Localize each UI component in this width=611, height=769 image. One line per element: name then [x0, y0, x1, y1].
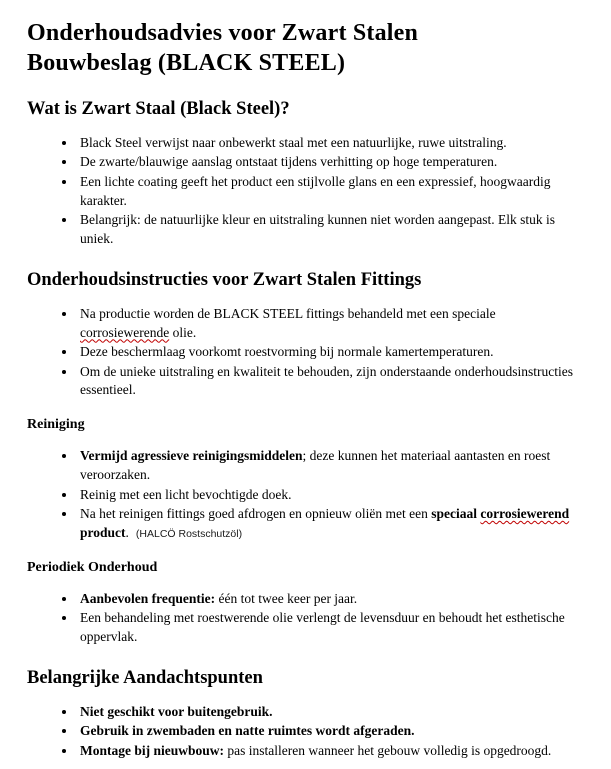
text-run: product: [80, 524, 126, 540]
bullet-list: [27, 134, 584, 249]
bullet-list: [27, 305, 584, 400]
text-run: Vermijd agressieve reinigingsmiddelen: [80, 448, 303, 464]
list-item: [77, 134, 580, 153]
bullet-list: [27, 590, 584, 647]
list-item: [77, 447, 580, 485]
text-run: Niet geschikt voor buitengebruik.: [80, 703, 273, 719]
list-item: [77, 505, 580, 543]
text-run: Black Steel verwijst naar onbewerkt staal met een natuurlijke, ruwe uitstraling.: [80, 135, 507, 150]
text-run: Deze beschermlaag voorkomt roestvorming bij normale kamertemperaturen.: [80, 344, 494, 360]
list-item: [77, 609, 580, 647]
section-heading: Reiniging: [27, 417, 85, 433]
text-run: Montage bij nieuwbouw:: [80, 742, 225, 758]
text-run: (HALCÖ Rostschutzöl): [135, 527, 243, 540]
text-run: Een behandeling met roestwerende olie verlengt de levensduur en behoudt het esthetische oppervlak.: [80, 610, 565, 645]
text-run: speciaal: [431, 505, 481, 521]
text-run: Een lichte coating geeft het product een stijlvolle glans en een expressief, hoogwaardig karakter.: [80, 173, 551, 208]
text-run: .: [125, 524, 129, 540]
text-run: Aanbevolen frequentie:: [80, 590, 216, 606]
list-item: [77, 742, 580, 761]
text-run: Na het reinigen fittings goed afdrogen en opnieuw oliën met een: [80, 505, 432, 521]
misspelled-word: corrosiewerende: [80, 324, 170, 340]
text-run: Belangrijk: de natuurlijke kleur en uitstraling kunnen niet worden aangepast. Elk stuk is uniek.: [80, 212, 556, 246]
text-run: Reinig met een licht bevochtigde doek.: [80, 486, 292, 502]
list-item: [77, 486, 580, 505]
section-heading: Wat is Zwart Staal (Black Steel)?: [27, 99, 290, 119]
list-item: [77, 153, 580, 172]
bullet-list: [27, 703, 584, 761]
list-item: [77, 363, 580, 401]
section-heading: Onderhoudsinstructies voor Zwart Stalen Fittings: [27, 269, 422, 290]
list-item: [77, 173, 580, 211]
list-item: [77, 590, 580, 609]
bullet-list: [27, 447, 584, 542]
list-item: [77, 305, 580, 343]
text-run: ; deze kunnen het materiaal aantasten en roest veroorzaken.: [80, 448, 551, 483]
text-run: Gebruik in zwembaden en natte ruimtes wordt afgeraden.: [80, 723, 415, 739]
misspelled-word: corrosiewerend: [480, 505, 570, 521]
list-item: [77, 211, 580, 249]
list-item: [77, 722, 580, 741]
document-title: Onderhoudsadvies voor Zwart Stalen Bouwbeslag (BLACK STEEL): [27, 20, 419, 76]
section-heading: Belangrijke Aandachtspunten: [27, 667, 263, 688]
list-item: [77, 703, 580, 722]
list-item: [77, 343, 580, 362]
section-heading: Periodiek Onderhoud: [27, 559, 158, 575]
text-run: één tot twee keer per jaar.: [215, 590, 358, 606]
text-run: De zwarte/blauwige aanslag ontstaat tijdens verhitting op hoge temperaturen.: [80, 154, 498, 170]
text-run: olie.: [169, 324, 197, 340]
text-run: pas installeren wanneer het gebouw volledig is opgedroogd.: [224, 742, 552, 758]
text-run: Na productie worden de BLACK STEEL fittings behandeld met een speciale: [80, 305, 496, 321]
document-body: [27, 99, 584, 761]
text-run: Om de unieke uitstraling en kwaliteit te behouden, zijn onderstaande onderhoudsinstructies essentieel.: [80, 363, 573, 398]
